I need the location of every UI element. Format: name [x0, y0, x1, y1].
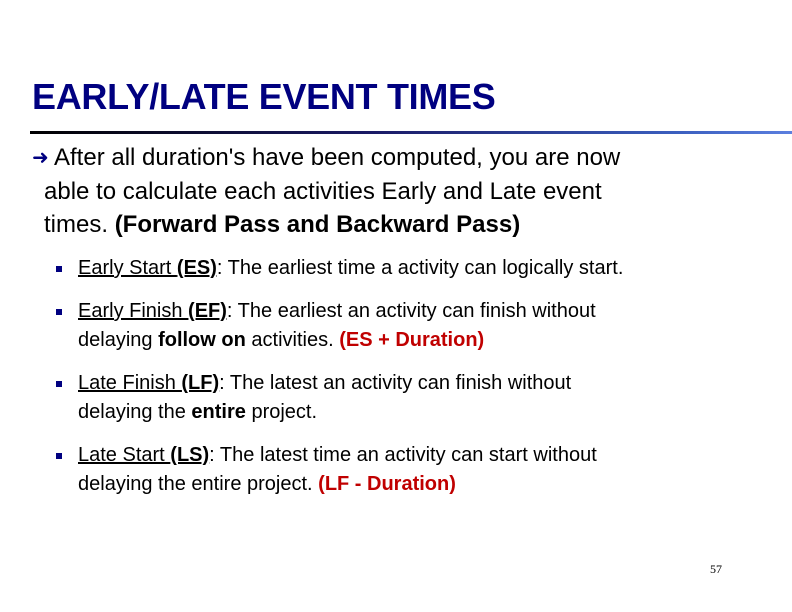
bullet-abbr: (LF)	[181, 372, 220, 394]
bullet-abbr: (ES)	[176, 257, 217, 279]
main-point-text-1: After all duration's have been computed, you are now	[54, 144, 621, 171]
bullet-text: : The latest an activity can finish without	[219, 372, 572, 394]
bullet-cont-bold: follow on	[158, 329, 246, 351]
formula-text: (LF - Duration)	[318, 473, 456, 495]
title-underline	[30, 131, 792, 134]
square-bullet-icon	[56, 381, 62, 387]
main-point	[32, 141, 752, 241]
main-point-line-2: able to calculate each activities Early and Late event	[44, 178, 602, 205]
bullet-cont-bold: entire	[191, 401, 246, 423]
bullet-term: Early Finish	[78, 300, 189, 322]
bullet-continuation	[78, 326, 756, 355]
slide-title: EARLY/LATE EVENT TIMES	[32, 76, 496, 117]
main-point-text-3: times.	[44, 211, 115, 238]
bullet-early-finish	[56, 297, 756, 355]
square-bullet-icon	[56, 266, 62, 272]
bullet-early-start	[56, 254, 756, 283]
bullet-late-finish	[56, 369, 756, 427]
bullet-abbr: (EF)	[188, 300, 227, 322]
bullet-continuation	[78, 398, 756, 427]
bullet-cont-post: project.	[245, 401, 318, 423]
bullet-cont-text: delaying	[78, 329, 159, 351]
bullet-term: Early Start	[78, 257, 177, 279]
formula-text: (ES + Duration)	[339, 329, 485, 351]
bullet-abbr: (LS)	[170, 444, 210, 466]
bullet-term: Late Finish	[78, 372, 182, 394]
main-point-line-3	[32, 208, 752, 241]
bullet-term: Late Start	[78, 444, 171, 466]
page-number: 57	[710, 562, 722, 576]
square-bullet-icon	[56, 453, 62, 459]
bullet-cont-text: delaying the entire project.	[78, 473, 319, 495]
main-point-line-1	[32, 141, 752, 175]
bullet-cont-post: activities.	[245, 329, 340, 351]
bullet-continuation	[78, 470, 756, 499]
arrow-bullet-icon: ➜	[32, 147, 49, 169]
bullet-text: : The earliest an activity can finish without	[226, 300, 596, 322]
bullet-text: : The earliest time a activity can logically start.	[216, 257, 624, 279]
bullet-cont-text: delaying the	[78, 401, 192, 423]
forward-backward-pass: (Forward Pass and Backward Pass)	[114, 211, 521, 238]
bullet-late-start	[56, 441, 756, 499]
square-bullet-icon	[56, 309, 62, 315]
bullet-text: : The latest time an activity can start without	[209, 444, 597, 466]
